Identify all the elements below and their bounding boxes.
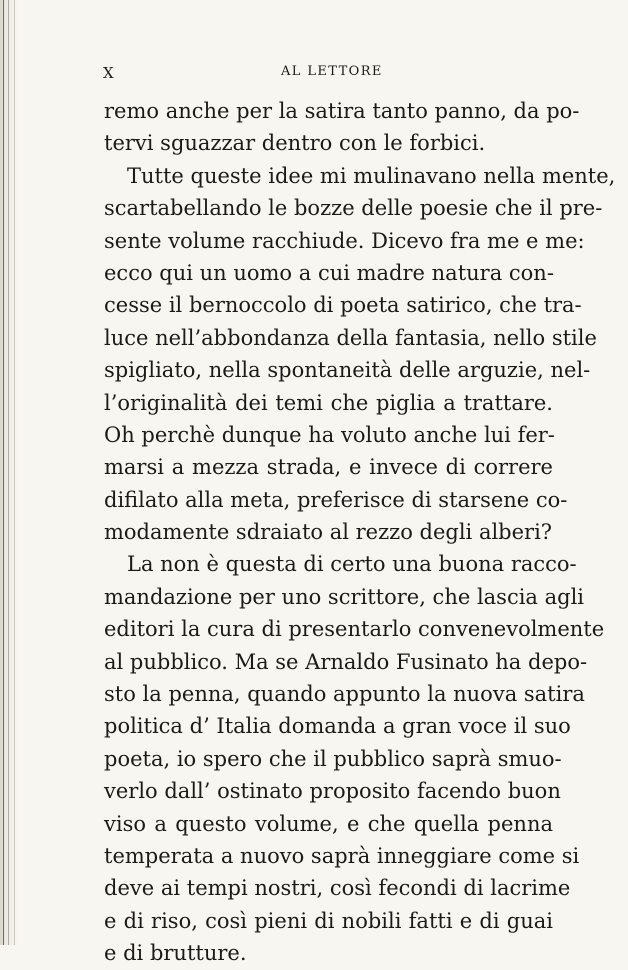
binding-line [8,0,9,945]
text-line: tervi sguazzar dentro con le forbici. [104,131,486,156]
text-line: spigliato, nella spontaneità delle arguzie, nel- [104,358,591,383]
text-line: verlo dall’ ostinato proposito facendo buon [104,779,561,804]
text-line: editori la cura di presentarlo convenevolmente [104,617,605,642]
text-line: viso a questo volume, e che quella penna [104,811,553,836]
text-line: politica d’ Italia domanda a gran voce il suo [104,714,571,739]
text-line: e di riso, così pieni di nobili fatti e di guai [104,908,553,933]
text-line: al pubblico. Ma se Arnaldo Fusinato ha depo- [104,649,588,674]
text-line: poeta, io spero che il pubblico saprà smuo- [104,746,562,771]
text-line: Tutte queste idee mi mulinavano nella mente, [127,163,616,188]
text-line: marsi a mezza strada, e invece di correre [104,455,553,480]
text-line: ecco qui un uomo a cui madre natura con- [104,260,554,285]
page-header [103,64,553,86]
binding-line [3,0,4,945]
page-number: X [103,64,115,82]
text-line: modamente sdraiato al rezzo degli alberi? [104,520,553,545]
text-line: deve ai tempi nostri, così fecondi di lacrime [104,876,571,901]
text-line: e di brutture. [104,941,247,966]
text-line: mandazione per uno scrittore, che lascia agli [104,584,585,609]
text-line: temperata a nuovo saprà inneggiare come si [104,843,580,868]
page-binding-edge [0,0,20,945]
text-line: difilato alla meta, preferisce di starsene co- [104,487,568,512]
text-line: sto la penna, quando appunto la nuova satira [104,682,585,707]
text-line: sente volume racchiude. Dicevo fra me e me: [104,228,585,253]
text-line: scartabellando le bozze delle poesie che il pre- [104,196,603,221]
text-line: La non è questa di certo una buona racco- [127,552,577,577]
page-body [104,95,616,970]
binding-line [14,0,15,945]
text-line: Oh perchè dunque ha voluto anche lui fer- [104,422,555,447]
text-line: l’originalità dei temi che piglia a trattare. [104,390,553,415]
text-line: luce nell’abbondanza della fantasia, nello stile [104,325,597,350]
running-title: AL LETTORE [281,64,383,79]
text-line: cesse il bernoccolo di poeta satirico, che tra- [104,293,582,318]
text-line: remo anche per la satira tanto panno, da po- [104,99,580,123]
